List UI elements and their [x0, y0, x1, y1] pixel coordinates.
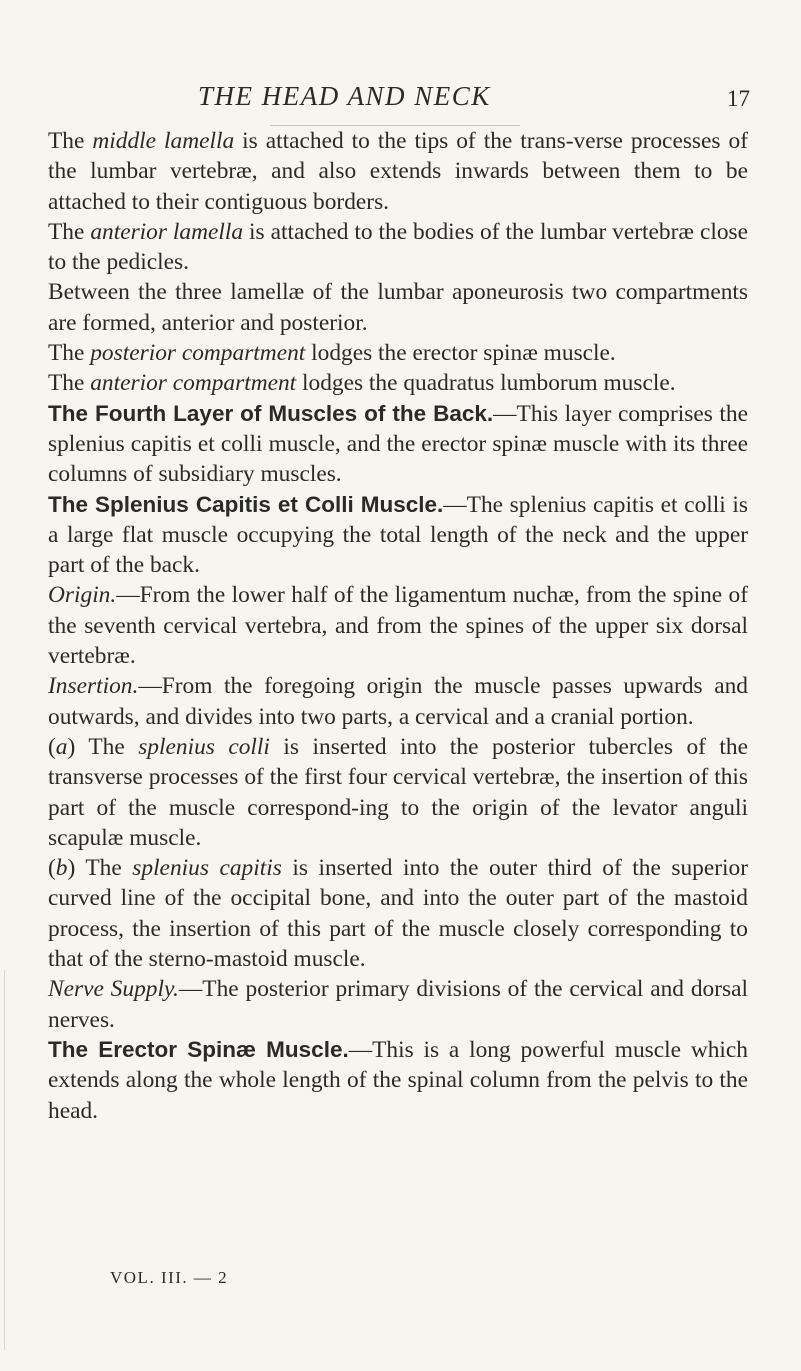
paragraph-erector-spinae: The Erector Spinæ Muscle.—This is a long powerful muscle which extends along the whole length of the spinal column from the pelvis to the head. [48, 1036, 748, 1124]
term-middle-lamella: middle lamella [92, 128, 235, 154]
paragraph-middle-lamella: The middle lamella is attached to the tips of the trans-verse processes of the lumbar vertebræ, and also extends inwards between them to be attached to their contiguous borders. [48, 128, 748, 215]
subheading-insertion: Insertion. [48, 673, 139, 700]
page-number: 17 [727, 86, 750, 111]
term-splenius-colli: splenius colli [138, 733, 270, 760]
paragraph-compartments: Between the three lamellæ of the lumbar aponeurosis two compartments are formed, anterior and posterior. [48, 279, 748, 336]
running-title: THE HEAD AND NECK [198, 81, 491, 111]
subheading-nerve-supply: Nerve Supply. [48, 976, 179, 1003]
paragraph-splenius-colli: (a) The splenius colli is inserted into the posterior tubercles of the transverse processes of the first four cervical vertebræ, the insertion of this part of the muscle correspond-ing to the origin of the levator anguli scapulæ muscle. [48, 733, 749, 851]
paragraph-splenius-capitis: (b) The splenius capitis is inserted into the outer third of the superior curved line of the occipital bone, and into the outer part of the mastoid process, the insertion of this part of the muscle closely corresponding to that of the sterno-mastoid muscle. [48, 855, 749, 973]
volume-signature: VOL. III. — 2 [110, 1268, 229, 1287]
section-heading-splenius: The Splenius Capitis et Colli Muscle. [48, 491, 444, 517]
paragraph-nerve-supply: Nerve Supply.—The posterior primary divisions of the cervical and dorsal nerves. [48, 976, 748, 1033]
body-text [48, 126, 748, 1126]
paragraph-fourth-layer: The Fourth Layer of Muscles of the Back.—This layer comprises the splenius capitis et colli muscle, and the erector spinæ muscle with its three columns of subsidiary muscles. [48, 400, 748, 488]
term-posterior-compartment: posterior compartment [90, 340, 306, 367]
section-heading-erector-spinae: The Erector Spinæ Muscle. [48, 1036, 349, 1062]
paragraph-anterior-lamella: The anterior lamella is attached to the bodies of the lumbar vertebræ close to the pedicles. [48, 218, 749, 276]
section-heading-fourth-layer: The Fourth Layer of Muscles of the Back. [48, 400, 494, 426]
term-anterior-lamella: anterior lamella [90, 218, 244, 245]
margin-shadow-line [4, 970, 5, 1350]
term-anterior-compartment: anterior compartment [90, 370, 297, 397]
running-head [0, 78, 801, 114]
subheading-origin: Origin. [48, 582, 117, 609]
paragraph-anterior-compartment: The anterior compartment lodges the quadratus lumborum muscle. [48, 370, 676, 397]
paragraph-splenius: The Splenius Capitis et Colli Muscle.—The splenius capitis et colli is a large flat muscle occupying the total length of the neck and the upper part of the back. [48, 491, 749, 579]
paragraph-posterior-compartment: The posterior compartment lodges the erector spinæ muscle. [48, 340, 616, 367]
paragraph-origin: Origin.—From the lower half of the ligamentum nuchæ, from the spine of the seventh cervical vertebra, and from the spines of the upper six dorsal vertebræ. [48, 582, 748, 670]
paragraph-insertion: Insertion.—From the foregoing origin the muscle passes upwards and outwards, and divides into two parts, a cervical and a cranial portion. [48, 673, 748, 730]
term-splenius-capitis: splenius capitis [132, 855, 282, 882]
